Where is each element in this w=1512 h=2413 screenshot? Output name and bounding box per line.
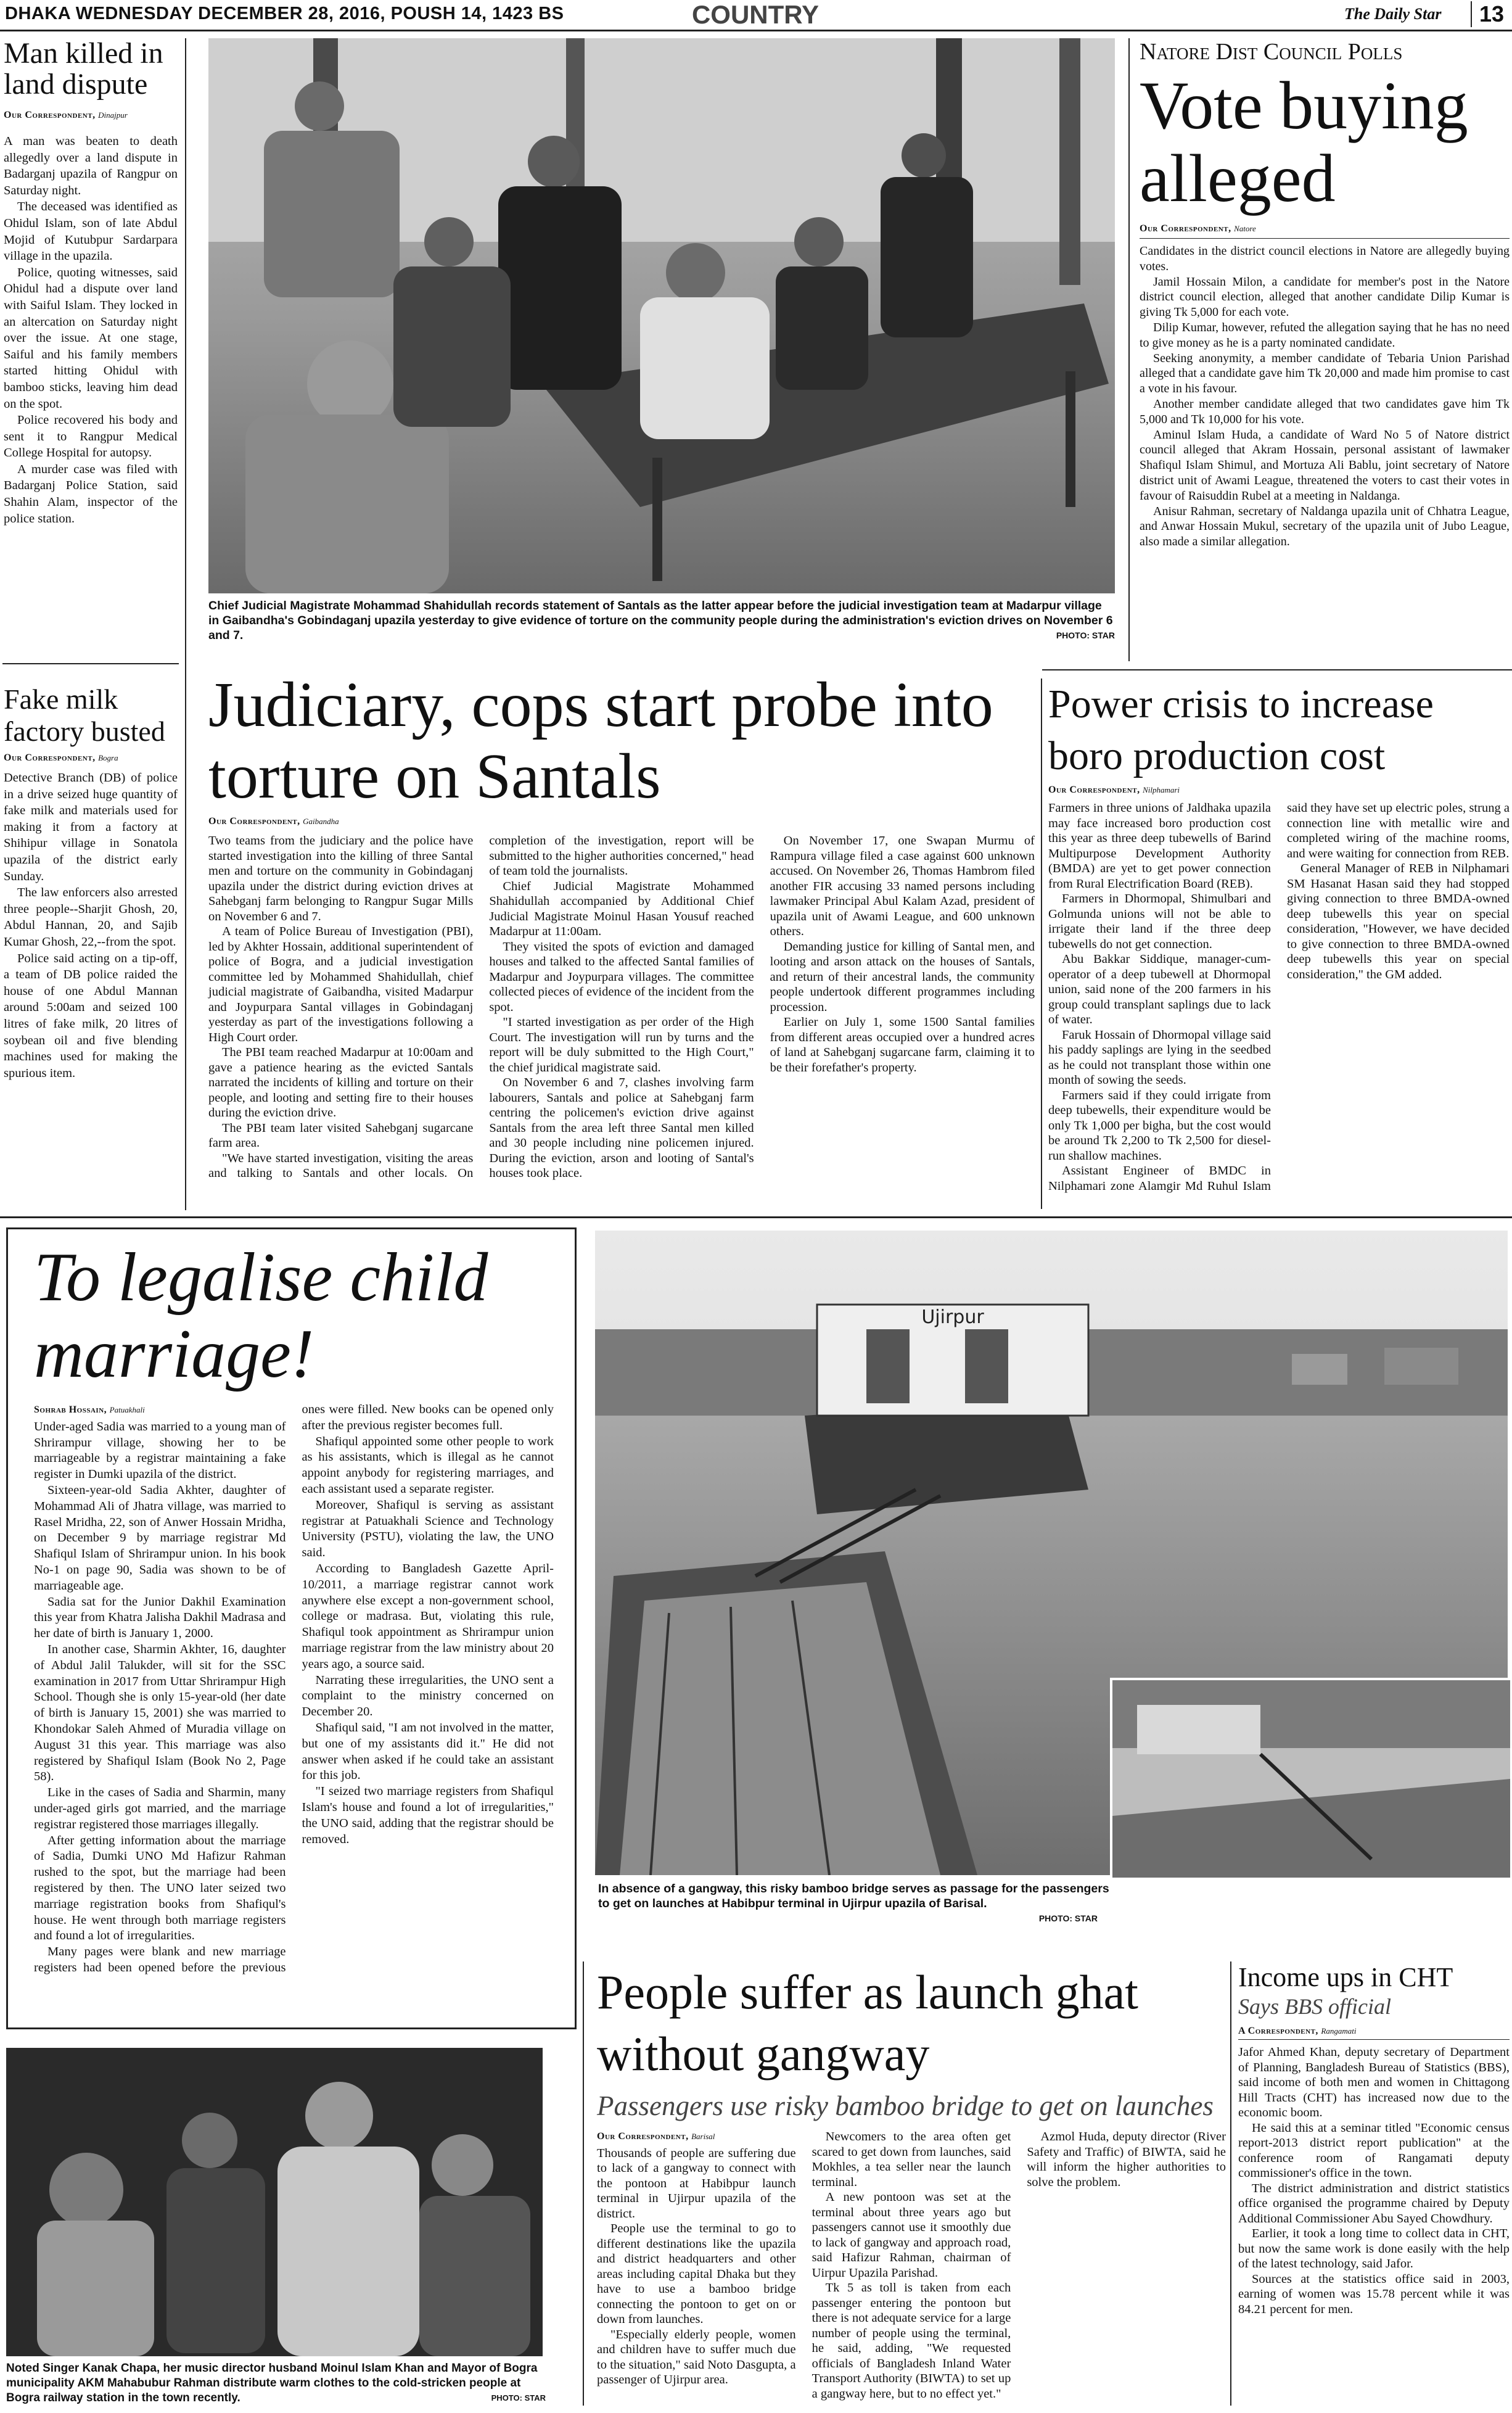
paragraph: After getting information about the marriage of Sadia, Dumki UNO Md Hafizur Rahman rushed to the spot, but the marriage had been registered by then. The UNO later seized two marriage registration books from Shafiqul's house. He went through both marriage registers and found a lot of irregularities. [34, 1833, 286, 1943]
paragraph: Sixteen-year-old Sadia Akhter, daughter of Mohammad Ali of Jhatra village, was married to Rasel Mridha, 22, son of Anwer Hossain Mridha, on December 9 by marriage registrar Md Shafiqul Islam of Shrirampur union. In his book No-1 on page 90, Sadia was shown to be of marriageable age. [34, 1483, 286, 1593]
subhead: Says BBS official [1238, 1994, 1391, 2019]
article-body [34, 1402, 554, 1994]
paragraph: "I started investigation as per order of the High Court. The investigation will run by turns and the report will be duly submitted to the High Court," the chief juridical magistrate said. [489, 1015, 754, 1075]
paragraph: On November 6 and 7, clashes involving farm labourers, Santals and police at Sahebganj farm centring the policemen's eviction drive against Santals from the area left three Santal men killed and 30 people including nine policemen injured. During the eviction, arson and looting of Santal's houses took place. [489, 1076, 754, 1180]
photo-caption: In absence of a gangway, this risky bamboo bridge serves as passage for the passengers to get on launches at Habibpur terminal in Ujirpur upazila of Barisal. PHOTO: STAR [598, 1881, 1110, 1926]
paragraph: Under-aged Sadia was married to a young man of Shrirampur village, showing her to be marriageable by a registrar maintaining a fake register in Dumki upazila of the district. [34, 1419, 286, 1482]
paragraph: Moreover, Shafiqul is serving as assistant registrar at Patuakhali Science and Technology University (PSTU), violating the law, the UNO said. [302, 1498, 554, 1560]
paragraph: Azmol Huda, deputy director (River Safety and Traffic) of BIWTA, said he will inform the higher authorities to solve the problem. [1027, 2130, 1226, 2189]
paragraph: Another member candidate alleged that two candidates gave him Tk 5,000 and Tk 10,000 for his vote. [1140, 397, 1510, 426]
byline: Our Correspondent, Dinajpur [4, 110, 128, 120]
paragraph: Aminul Islam Huda, a candidate of Ward No 5 of Natore district council alleged that Akram Hossain, personal assistant of lawmaker Shafiqul Islam Shimul, and Mortuza Ali Bablu, joint secretary of Natore district unit of Awami League, threatened the voters to cast their votes in favour of Raisuddin Rubel at a meeting in Naldanga. [1140, 427, 1510, 503]
paragraph: The district administration and district statistics office organised the programme chaired by Deputy Additional Commissioner Abu Sayed Chowdhury. [1238, 2181, 1510, 2225]
subhead: Passengers use risky bamboo bridge to get on launches [597, 2090, 1214, 2121]
paragraph: A new pontoon was set at the terminal about three years ago but passengers cannot use it smoothly due to lack of gangway and approach road, said Hafizur Rahman, chairman of Uirpur Upazila Parishad. [811, 2190, 1011, 2280]
vertical-rule [185, 38, 186, 1210]
paragraph: The PBI team reached Madarpur at 10:00am and gave a patience hearing as the evicted Santals narrated the incidents of killing and torture on their people, and looting and setting fire to their houses during the eviction drive. [208, 1046, 474, 1120]
vertical-rule [583, 1961, 584, 2406]
story-fake-milk [4, 683, 178, 1220]
article-body [1140, 244, 1510, 550]
photo-credit: PHOTO: STAR [1056, 630, 1115, 640]
paragraph: A murder case was filed with Badarganj Police Station, said Shahin Alam, inspector of the police station. [4, 462, 178, 526]
paragraph: The law enforcers also arrested three people--Sharjit Ghosh, 20, Abdul Hannan, 20, and Sajib Kumar Ghosh, 22,--from the spot. [4, 886, 178, 949]
byline-rule [1140, 238, 1510, 239]
paragraph: "We have started investigation, visiting the areas and talking to Santals and other locals. On completion of the investigation, report will be submitted to the higher authorities concerned," head of team told the journalists. [208, 834, 754, 1180]
article-body [597, 2129, 1226, 2413]
page-number: 13 [1471, 1, 1504, 27]
paragraph: "Especially elderly people, women and children have to suffer much due to the situation," said Noto Dasgupta, a passenger of Ujirpur area. [597, 2327, 796, 2386]
paragraph: Farmers in Dhormopal, Shimulbari and Golmunda unions will not be able to irrigate their land if the three deep tubewells do not get connection. [1048, 892, 1271, 951]
byline: Our Correspondent, Gaibandha [208, 816, 339, 827]
byline: Our Correspondent, Natore [1140, 223, 1256, 234]
paragraph: According to Bangladesh Gazette April-10/2011, a marriage registrar cannot work anywhere else except a non-government school, college or madrasa. But, violating this rule, Shafiqul took appointment as Shrirampur union marriage registrar from the law ministry about 20 years ago, a source said. [302, 1561, 554, 1671]
paragraph: Seeking anonymity, a member candidate of Tebaria Union Parishad alleged that a candidate gave him Tk 20,000 and made him promise to cast a vote in his favour. [1140, 351, 1510, 396]
paragraph: They visited the spots of eviction and damaged houses and talked to the affected Santal families of Madarpur and Joypurpara villages. The committee collected pieces of evidence of the incident from the spot. [489, 939, 754, 1014]
headline: Power crisis to increase boro production cost [1048, 682, 1434, 778]
vertical-rule [1128, 38, 1130, 661]
paragraph: Jamil Hossain Milon, a candidate for member's post in the Natore district council election, alleged that another candidate Dilip Kumar is giving Tk 5,000 for each vote. [1140, 274, 1510, 320]
byline: Our Correspondent, Barisal [597, 2131, 715, 2142]
headline: Man killed in land dispute [4, 37, 163, 101]
paragraph: "I seized two marriage registers from Shafiqul Islam's house and found a lot of irregularities," the UNO said, adding that the registrar should be removed. [302, 1784, 554, 1846]
paragraph: Many pages were blank and new marriage registers had been opened before the previous ones were filled. New books can be opened only after the previous register becomes full. [34, 1403, 554, 1974]
paragraph: Detective Branch (DB) of police in a drive seized huge quantity of fake milk and materials used for making it from a factory at Shihipur village in Sonatola upazila of the district early Sunday. [4, 771, 178, 883]
terminal-sign: Ujirpur [921, 1306, 984, 1328]
paragraph: Abu Bakkar Siddique, manager-cum-operator of a deep tubewell at Dhormopal union, said none of the 200 farmers in his group could transplant saplings due to lack of water. [1048, 952, 1271, 1026]
paragraph: He said this at a seminar titled "Economic census report-2013 district report publication" at the conference room of Rangamati deputy commissioner's office in the town. [1238, 2121, 1510, 2180]
article-body [4, 770, 178, 1081]
photo-credit: PHOTO: STAR [1038, 1913, 1098, 1923]
paragraph: Assistant Engineer of BMDC in Nilphamari zone Alamgir Md Ruhul Islam said they have set up electric poles, strung a connection line with metallic wire and completed wiring of the machine rooms, and were waiting for connection from REB. [1048, 801, 1510, 1193]
story-income-cht [1238, 1961, 1510, 2406]
headline: Fake milk factory busted [4, 683, 165, 747]
story-santal-probe [208, 669, 1035, 1212]
paragraph: Farmers in three unions of Jaldhaka upazila may face increased boro production cost this year as three deep tubewells of Barind Multipurpose Development Authority (BMDA) are yet to get power connection from Rural Electrification Board (REB). [1048, 801, 1271, 891]
article-body [208, 833, 1035, 1187]
byline: Our Correspondent, Nilphamari [1048, 785, 1180, 795]
story-child-marriage [6, 1227, 577, 2029]
photo-inset-bridge [1110, 1678, 1512, 1880]
article-body [1048, 801, 1510, 1208]
paragraph: Dilip Kumar, however, refuted the allegation saying that he has no need to give money as he is a party nominated candidate. [1140, 320, 1510, 350]
photo-judicial-hearing [208, 38, 1115, 593]
vertical-rule [1041, 679, 1042, 1209]
paragraph: The PBI team later visited Sahebganj sugarcane farm area. [208, 1121, 474, 1150]
story-power-crisis [1048, 679, 1510, 1209]
article-body [1238, 2045, 1510, 2317]
dateline: DHAKA WEDNESDAY DECEMBER 28, 2016, POUSH 14, 1423 BS [5, 4, 564, 23]
paragraph: Like in the cases of Sadia and Sharmin, many under-aged girls got married, and the marriage registrar registered those marriages illegally. [34, 1786, 286, 1831]
story-launch-ghat [597, 1961, 1226, 2406]
byline-rule [1238, 2039, 1510, 2040]
paragraph: Shafiqul said, "I am not involved in the matter, but one of my assistants did it." He did not answer when asked if he could take an assistant for this job. [302, 1720, 554, 1783]
paragraph: Sadia sat for the Junior Dakhil Examination this year from Khatra Jalisha Dakhil Madrasa and her date of birth is January 1, 2000. [34, 1594, 286, 1641]
paragraph: Tk 5 as toll is taken from each passenger entering the pontoon but there is not adequate service for a large number of people using the terminal, he said, adding, "We requested officials of Bangladesh Inland Water Transport Authority (BIWTA) to set up a gangway here, but to no effect yet." [811, 2281, 1011, 2401]
vertical-rule [1230, 1961, 1231, 2406]
headline: Judiciary, cops start probe into torture on Santals [208, 669, 993, 812]
section-name: COUNTRY [691, 0, 820, 29]
headline: People suffer as launch ghat without gangway [597, 1965, 1138, 2081]
byline: Sohrab Hossain, Patuakhali [34, 1404, 145, 1415]
paragraph: Police, quoting witnesses, said Ohidul had a dispute over land with Saiful Islam. They locked in an altercation on Saturday night over the issue. At one stage, Saiful and his family members started hitting Ohidul with bamboo sticks, leaving him dead on the spot. [4, 265, 178, 411]
article-body [4, 133, 178, 527]
paragraph: On November 17, one Swapan Murmu of Rampura village filed a case against 600 unknown accused. On November 26, Thomas Hambrom filed another FIR accusing 33 named persons including lawmaker Principal Abul Kalam Azad, president of upazila unit of Awami League, and 600 unknown others. [770, 834, 1035, 938]
horizontal-rule [1042, 669, 1512, 670]
paragraph: Faruk Hossain of Dhormopal village said his paddy saplings are lying in the seedbed as he could not transplant those within one month of sowing the seeds. [1048, 1028, 1271, 1087]
paragraph: Police recovered his body and sent it to Rangpur Medical College Hospital for autopsy. [4, 413, 178, 460]
paragraph: Two teams from the judiciary and the police have started investigation into the killing of three Santal men and torture on the community in Gobindaganj upazila under the district during eviction drives at Sahebganj farm belonging to Rangpur Sugar Mills on November 6 and 7. [208, 834, 474, 923]
paragraph: Thousands of people are suffering due to lack of a gangway to connect with the pontoon at Habibpur launch terminal in Ujirpur upazila of the district. [597, 2146, 796, 2221]
byline: A Correspondent, Rangamati [1238, 2026, 1357, 2036]
paragraph: In another case, Sharmin Akhter, 16, daughter of Abdul Jalil Talukder, will sit for the SSC examination in 2017 from Uttar Shrirampur High School. Though she is only 15-year-old (her date of birth is January 15, 2001) she was married to Khondokar Saleh Ahmed of Muradia village on August 31 this year. This marriage was also registered by Shafiqul Islam (Book No 2, Page 58). [34, 1642, 286, 1784]
paragraph: Jafor Ahmed Khan, deputy secretary of Department of Planning, Bangladesh Bureau of Statistics (BBS), said income of both men and women in Chittagong Hill Tracts (CHT) has increased now due to the economic boom. [1238, 2045, 1510, 2119]
photo-caption: Chief Judicial Magistrate Mohammad Shahidullah records statement of Santals as the latter appear before the judicial investigation team at Madarpur village in Gaibandha's Gobindaganj upazila yesterday to give evidence of torture on the community people during the administration's eviction drives on November 6 and 7. PHOTO: STAR [208, 599, 1115, 642]
paragraph: Narrating these irregularities, the UNO sent a complaint to the ministry concerned on December 20. [302, 1673, 554, 1719]
paragraph: Anisur Rahman, secretary of Naldanga upazila unit of Chhatra League, and Anwar Hossain Mukul, secretary of the upazila unit of Jubo League, also made a similar allegation. [1140, 504, 1510, 549]
kicker: Natore Dist Council Polls [1140, 39, 1403, 65]
paragraph: A man was beaten to death allegedly over a land dispute in Badarganj upazila of Rangpur on Saturday night. [4, 134, 178, 197]
paragraph: Demanding justice for killing of Santal men, and looting and arson attack on the houses of Santals, and return of their ancestral lands, the community people undertook different programmes including procession. [770, 939, 1035, 1014]
column-rule [2, 663, 179, 664]
headline: Income ups in CHT [1238, 1962, 1453, 1992]
paragraph: General Manager of REB in Nilphamari SM Hasanat Hasan said they had stopped giving connection to three BMDA-owned deep tubewells this year on special consideration, "However, we have decided to give connection to three BMDA-owned deep tubewells this year on special consideration," the GM added. [1287, 862, 1510, 981]
paragraph: Farmers said if they could irrigate from deep tubewells, their expenditure would be only Tk 1,000 per bigha, but the cost would be around Tk 2,200 to Tk 2,500 for diesel-run shallow machines. [1048, 1088, 1271, 1163]
horizontal-rule [0, 1216, 1512, 1218]
paper-name: The Daily Star [1344, 5, 1442, 23]
paragraph: Shafiqul appointed some other people to work as his assistants, which is illegal as he cannot appoint anybody for registering marriages, and each assistant used a separate register. [302, 1434, 554, 1496]
paragraph: Police said acting on a tip-off, a team of DB police raided the house of one Abdul Mannan around 5:00am and seized 100 litres of fake milk, 20 litres of soybean oil and five blending machines used for making the spurious item. [4, 951, 178, 1080]
masthead-rule [0, 30, 1512, 31]
paragraph: Earlier on July 1, some 1500 Santal families from different areas occupied over a hundred acres of land at Sahebganj sugarcane farm, claiming it to be their forefather's property. [770, 1015, 1035, 1075]
photo-warm-clothes [6, 2048, 543, 2356]
headline: Vote buying alleged [1140, 68, 1468, 216]
story-vote-buying [1140, 38, 1510, 661]
paragraph: The deceased was identified as Ohidul Islam, son of late Abdul Mojid of Kutubpur Sardarpara village in the upazila. [4, 200, 178, 263]
paragraph: Chief Judicial Magistrate Mohammed Shahidullah accompanied by Additional Chief Judicial Magistrate Moinul Hasan Yousuf reached Madarpur at 11:00am. [489, 879, 754, 938]
paragraph: Earlier, it took a long time to collect data in CHT, but now the same work is done easily with the help of the latest technology, said Jafor. [1238, 2227, 1510, 2271]
photo-credit: PHOTO: STAR [491, 2393, 546, 2403]
story-land-dispute [4, 38, 178, 655]
paragraph: Candidates in the district council elections in Natore are allegedly buying votes. [1140, 244, 1510, 273]
headline: To legalise child marriage! [34, 1239, 488, 1392]
paragraph: A team of Police Bureau of Investigation (PBI), led by Akhter Hossain, additional superintendent of police of Bogra, and a judicial investigation committee led by Mohammed Shahidullah, chief judicial magistrate of Gaibandha, visited Madarpur and Joypurpara Santal villages in Gobindaganj yesterday as part of the investigations following a High Court order. [208, 925, 474, 1044]
paragraph: Newcomers to the area often get scared to get down from launches, said Mokhles, a tea seller near the launch terminal. [811, 2130, 1011, 2189]
masthead [0, 0, 1512, 32]
paragraph: Sources at the statistics office said in 2003, earning of women was 15.78 percent while it was 84.21 percent for men. [1238, 2272, 1510, 2316]
paragraph: People use the terminal to go to different destinations like the upazila and district headquarters and other areas including capital Dhaka but they have to use a bamboo bridge connecting the pontoon to get on or down from launches. [597, 2222, 796, 2326]
photo-caption: Noted Singer Kanak Chapa, her music director husband Moinul Islam Khan and Mayor of Bogra municipality AKM Mahabubur Rahman distribute warm clothes to the cold-stricken people at Bogra railway station in the town recently. PHOTO: STAR [6, 2362, 546, 2404]
byline: Our Correspondent, Bogra [4, 753, 118, 763]
